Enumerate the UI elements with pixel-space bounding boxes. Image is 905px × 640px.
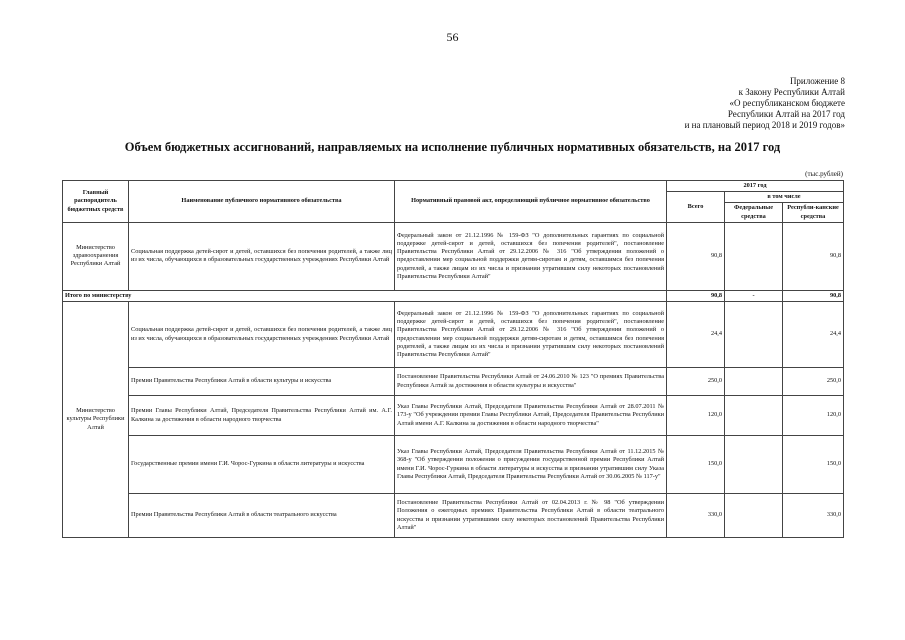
- total-cell: 150,0: [667, 436, 725, 494]
- header-total: Всего: [667, 192, 725, 223]
- table-row: [63, 436, 844, 494]
- header-federal: Федеральные средства: [725, 203, 783, 222]
- appendix-line: Республики Алтай на 2017 год: [727, 109, 845, 119]
- table-row: [63, 368, 844, 396]
- total-cell: 24,4: [667, 302, 725, 368]
- obligations-table: [62, 180, 844, 538]
- total-cell: 330,0: [667, 494, 725, 538]
- republic-cell: 120,0: [783, 396, 844, 436]
- subtotal-federal: -: [725, 290, 783, 301]
- subtotal-row: [63, 290, 844, 301]
- subtotal-label: Итого по министерству: [63, 290, 667, 301]
- units-label: (тыс.рублей): [805, 170, 843, 178]
- obligation-cell: Государственные премии имени Г.И. Чорос-Гуркина в области литературы и искусства: [129, 436, 395, 494]
- republic-cell: 250,0: [783, 368, 844, 396]
- act-cell: Постановление Правительства Республики Алтай от 24.06.2010 № 123 "О премиях Правительства Республики Алтай за достижения в области культуры и искусства": [395, 368, 667, 396]
- appendix-line: Приложение 8: [789, 76, 845, 86]
- header-manager: Главный распорядитель бюджетных средств: [63, 181, 129, 223]
- table-row: [63, 494, 844, 538]
- obligation-cell: Премии Главы Республики Алтай, Председателя Правительства Республики Алтай им. А.Г. Калкина за достижения в области народного творчества: [129, 396, 395, 436]
- act-cell: Указ Главы Республики Алтай, Председателя Правительства Республики Алтай от 11.12.2015 № 368-у "Об утверждении положения о присуждении государственной премии Республики Алтай имени Г.И. Чорос-Гуркина в области литературы и искусства и признании утратившим силу Указа Главы Республики Алтай, Председателя Правительства Республики Алтай от 30.06.2005 № 117-у": [395, 436, 667, 494]
- federal-cell: [725, 368, 783, 396]
- manager-cell: Министерство здравоохранения Республики Алтай: [63, 222, 129, 290]
- republic-cell: 330,0: [783, 494, 844, 538]
- header-act: Нормативный правовой акт, определяющий публичное нормативное обязательство: [395, 181, 667, 223]
- page-number: 56: [446, 30, 459, 44]
- federal-cell: [725, 302, 783, 368]
- republic-cell: 24,4: [783, 302, 844, 368]
- obligation-cell: Премии Правительства Республики Алтай в области культуры и искусства: [129, 368, 395, 396]
- subtotal-republic: 90,8: [783, 290, 844, 301]
- act-cell: Федеральный закон от 21.12.1996 № 159-ФЗ "О дополнительных гарантиях по социальной поддержке детей-сирот и детей, оставшихся без попечения родителей", постановление Правительства Республики Алтай от 29.12.2006 № 316 "Об утверждении положений о предоставлении мер социальной поддержки детям-сиротам и детям, оставшимся без попечения родителей, а также лицам из их числа и признании утратившим силу некоторых постановлений Правительства Республики Алтай": [395, 222, 667, 290]
- appendix-line: «О республиканском бюджете: [729, 98, 845, 108]
- header-republic: Республи-канские средства: [783, 203, 844, 222]
- header-row: [63, 181, 844, 192]
- obligation-cell: Социальная поддержка детей-сирот и детей, оставшихся без попечения родителей, а также лиц из их числа, обучающихся в образовательных государственных учреждениях Республики Алтай: [129, 302, 395, 368]
- federal-cell: [725, 494, 783, 538]
- federal-cell: [725, 396, 783, 436]
- header-year: 2017 год: [667, 181, 844, 192]
- act-cell: Постановление Правительства Республики Алтай от 02.04.2013 г. № 98 "Об утверждении Положения о ежегодных премиях Правительства Республики Алтай в области театрального искусства и признании утратившими силу некоторых постановлений Правительства Республики Алтай": [395, 494, 667, 538]
- total-cell: 120,0: [667, 396, 725, 436]
- republic-cell: 150,0: [783, 436, 844, 494]
- federal-cell: [725, 222, 783, 290]
- federal-cell: [725, 436, 783, 494]
- subtotal-total: 90,8: [667, 290, 725, 301]
- table-row: [63, 396, 844, 436]
- obligation-cell: Премии Правительства Республики Алтай в области театрального искусства: [129, 494, 395, 538]
- appendix-note: [685, 76, 845, 131]
- table-row: [63, 222, 844, 290]
- document-title: Объем бюджетных ассигнований, направляемых на исполнение публичных нормативных обязательств, на 2017 год: [124, 140, 781, 154]
- appendix-line: к Закону Республики Алтай: [738, 87, 845, 97]
- total-cell: 250,0: [667, 368, 725, 396]
- table-row: [63, 302, 844, 368]
- obligation-cell: Социальная поддержка детей-сирот и детей, оставшихся без попечения родителей, а также лиц из их числа, обучающихся в образовательных государственных учреждениях Республики Алтай: [129, 222, 395, 290]
- manager-cell: Министерство культуры Республики Алтай: [63, 302, 129, 538]
- header-obligation: Наименование публичного нормативного обязательства: [129, 181, 395, 223]
- header-including: в том числе: [725, 192, 844, 203]
- republic-cell: 90,8: [783, 222, 844, 290]
- act-cell: Федеральный закон от 21.12.1996 № 159-ФЗ "О дополнительных гарантиях по социальной поддержке детей-сирот и детей, оставшихся без попечения родителей", постановление Правительства Республики Алтай от 29.12.2006 № 316 "Об утверждении положений о предоставлении мер социальной поддержки детям-сиротам и детям, оставшимся без попечения родителей, а также лицам из их числа и признании утратившим силу некоторых постановлений Правительства Республики Алтай": [395, 302, 667, 368]
- total-cell: 90,8: [667, 222, 725, 290]
- act-cell: Указ Главы Республики Алтай, Председателя Правительства Республики Алтай от 28.07.2011 № 173-у "Об учреждении премии Главы Республики Алтай, Председателя Правительства Республики Алтай имени А.Г. Калкина за достижения в области народного творчества": [395, 396, 667, 436]
- appendix-line: и на плановый период 2018 и 2019 годов»: [684, 120, 845, 130]
